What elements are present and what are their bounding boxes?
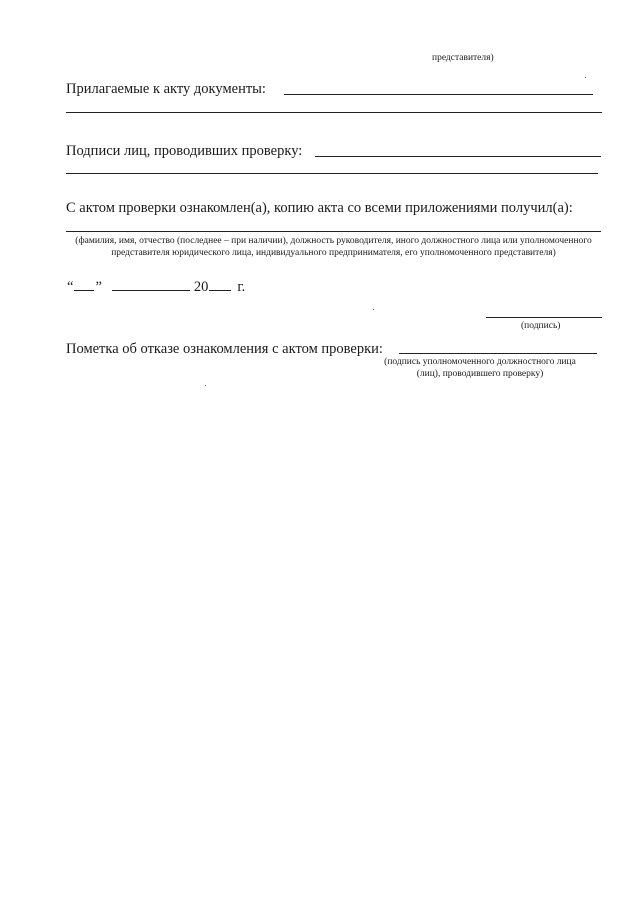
refusal-caption-line2: (лиц), проводившего проверку) [416, 369, 544, 379]
attachments-fill-line-2[interactable] [66, 112, 602, 113]
acknowledgement-fill-line[interactable] [66, 231, 601, 232]
year-prefix: 20 [193, 279, 209, 295]
refusal-fill-line[interactable] [399, 353, 597, 354]
refusal-label: Пометка об отказе ознакомления с актом проверки: [66, 341, 383, 357]
acknowledgement-caption: (фамилия, имя, отчество (последнее – при наличии), должность руководителя, иного должностного лица или уполномоченного представителя юридического лица, индивидуального предпринимателя, его уполномоченного представителя) [75, 236, 592, 258]
acknowledgement-label: С актом проверки ознакомлен(а), копию акта со всеми приложениями получил(а): [66, 200, 573, 216]
day-field[interactable] [74, 277, 94, 291]
attachments-fill-line[interactable] [284, 94, 593, 95]
scan-speck [205, 385, 206, 386]
date-open-quote: “ [67, 279, 74, 295]
top-caption: представителя) [432, 53, 494, 63]
signatures-fill-line-2[interactable] [66, 173, 598, 174]
month-field[interactable] [112, 277, 190, 291]
year-field[interactable] [209, 277, 231, 291]
year-suffix: г. [237, 279, 246, 295]
refusal-caption [370, 356, 590, 380]
signatures-label: Подписи лиц, проводивших проверку: [66, 143, 303, 159]
signature-fill-line[interactable] [486, 317, 602, 318]
signature-caption: (подпись) [521, 321, 561, 331]
attachments-label: Прилагаемые к акту документы: [66, 81, 266, 97]
scan-speck [373, 309, 374, 310]
refusal-caption-line1: (подпись уполномоченного должностного лица [384, 357, 576, 367]
date-close-quote: ” [95, 279, 102, 295]
date-line [67, 277, 245, 296]
scan-speck [585, 77, 586, 78]
signatures-fill-line[interactable] [315, 156, 601, 157]
